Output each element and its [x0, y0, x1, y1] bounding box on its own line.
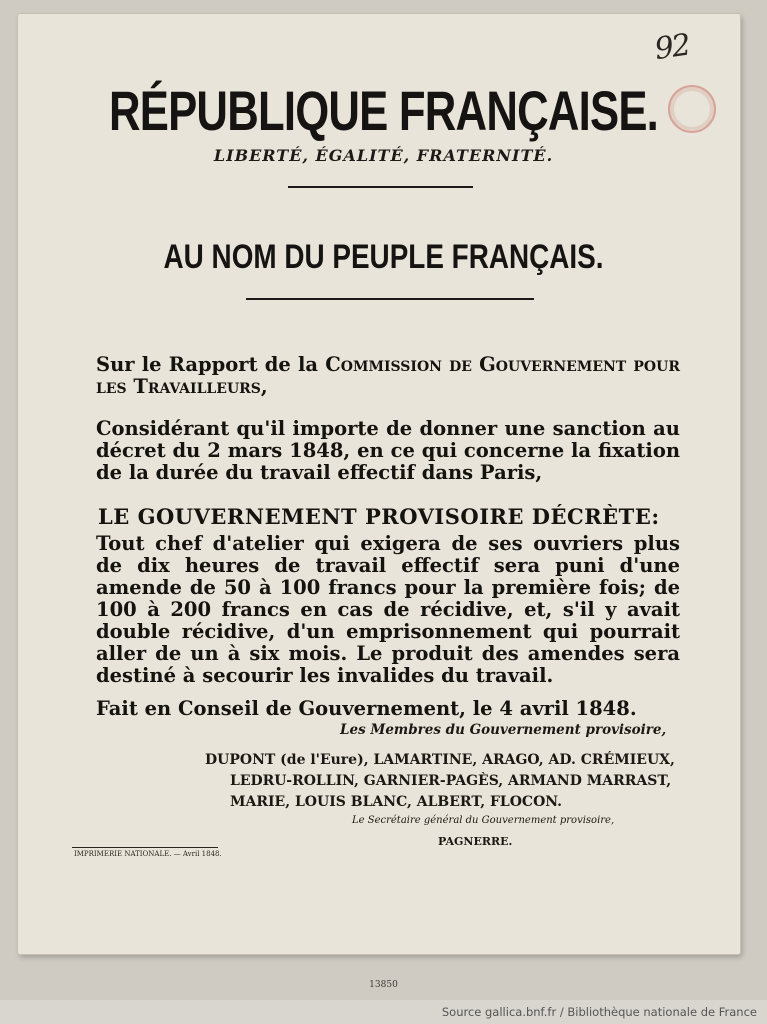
members-line: LEDRU-ROLLIN, GARNIER-PAGÈS, ARMAND MARRAST, — [230, 773, 672, 789]
members-list — [205, 750, 675, 813]
members-line: DUPONT (de l'Eure), LAMARTINE, ARAGO, AD. CRÉMIEUX, — [205, 752, 675, 768]
poster-motto: LIBERTÉ, ÉGALITÉ, FRATERNITÉ. — [213, 146, 554, 165]
source-credit: Source gallica.bnf.fr / Bibliothèque nationale de France — [441, 1005, 757, 1019]
poster-subtitle: AU NOM DU PEUPLE FRANÇAIS. — [163, 238, 604, 276]
poster-title: RÉPUBLIQUE FRANÇAISE. — [108, 79, 659, 142]
decree-paragraph: Tout chef d'atelier qui exigera de ses ouvriers plus de dix heures de travail effectif sera puni d'une amende de 50 à 100 francs pour la première fois; de 100 à 200 francs en cas de récidive, et, s'il y avait double récidive, d'un emprisonnement qui pourrait aller de un à six mois. Le produit des amendes sera destiné à secourir les invalides du travail. — [96, 532, 680, 687]
divider-rule — [288, 186, 473, 188]
handwritten-number: 92 — [652, 27, 692, 68]
report-end: , — [260, 375, 268, 398]
members-line: MARIE, LOUIS BLANC, ALBERT, FLOCON. — [230, 794, 563, 810]
members-heading: Les Membres du Gouvernement provisoire, — [340, 722, 667, 738]
considerant-paragraph: Considérant qu'il importe de donner une sanction au décret du 2 mars 1848, en ce qui concerne la fixation de la durée du travail effectif dans Paris, — [96, 417, 680, 484]
catalog-number: 13850 — [369, 980, 398, 990]
report-text: Sur le Rapport de la — [96, 353, 326, 376]
secretary-name: PAGNERRE. — [438, 835, 513, 848]
commission-name: Commission de Gouvernement pour les Travailleurs — [96, 353, 680, 398]
printer-rule — [72, 847, 218, 848]
signed-line: Fait en Conseil de Gouvernement, le 4 avril 1848. — [96, 697, 637, 720]
printer-imprint: IMPRIMERIE NATIONALE. — Avril 1848. — [74, 850, 222, 858]
report-paragraph — [96, 354, 680, 398]
decree-heading: LE GOUVERNEMENT PROVISOIRE DÉCRÈTE: — [98, 504, 660, 529]
decree-body — [96, 354, 680, 720]
divider-rule — [246, 298, 534, 300]
secretary-heading: Le Secrétaire général du Gouvernement provisoire, — [352, 815, 615, 826]
